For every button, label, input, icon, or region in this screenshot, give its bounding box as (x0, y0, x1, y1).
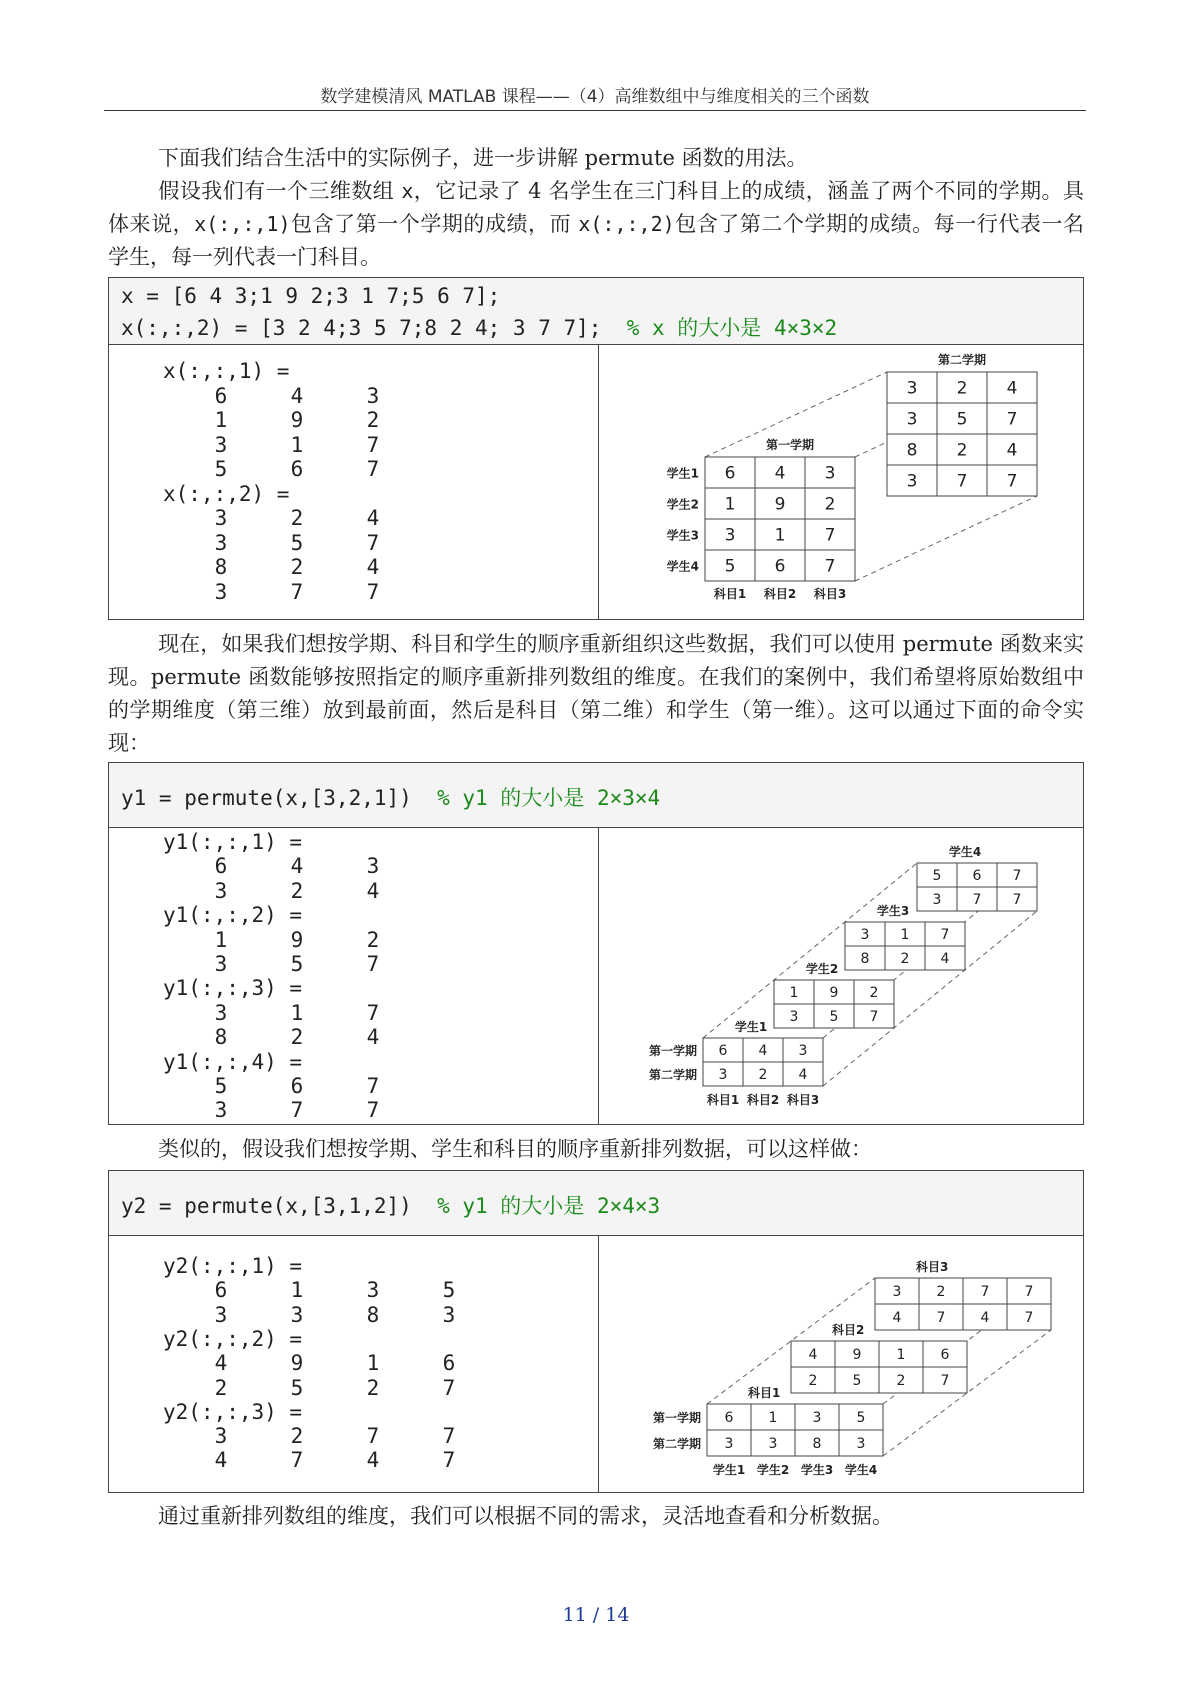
subject-grid-value: 3 (724, 1436, 734, 1453)
subject-grid-value: 5 (856, 1410, 866, 1427)
para2-a: 假设我们有一个三维数组 (158, 179, 402, 203)
semester1-grid-value: 3 (724, 525, 736, 546)
row-label: 学生3 (666, 528, 699, 543)
student-grid-value: 4 (758, 1043, 768, 1060)
subject-grid-value: 7 (980, 1284, 990, 1301)
x-out-cell: 2 (290, 506, 304, 530)
permute-explanation (108, 628, 1084, 760)
y1-out-cell: 4 (366, 1025, 380, 1050)
subject-title: 科目1 (748, 1386, 781, 1400)
x-out-cell: 7 (366, 457, 380, 481)
semester2-grid-value: 3 (906, 378, 918, 399)
y1-out-cell: 6 (290, 1074, 304, 1098)
subject-grid-value: 7 (1024, 1284, 1034, 1301)
student-grid-value: 2 (758, 1067, 768, 1084)
col-label: 科目1 (713, 587, 747, 601)
semester1-grid-value: 5 (724, 556, 736, 577)
x-out-cell: 7 (366, 530, 380, 555)
para2-f: x(:,:,2) (578, 212, 675, 236)
student-grid-value: 3 (798, 1043, 808, 1060)
y2-out-cell: 1 (366, 1351, 380, 1376)
semester2-grid-value: 8 (906, 440, 918, 461)
semester2-grid-value: 7 (1006, 409, 1018, 430)
student-grid-value: 3 (718, 1067, 728, 1084)
para2-c: ，它记录了 4 名学生在三门科目上的成绩，涵盖了两个不同的学期。具体来说， (108, 179, 1084, 236)
x-out-cell: 7 (366, 432, 380, 457)
header-rule (104, 110, 1086, 111)
col-label: 学生2 (756, 1463, 790, 1477)
semester1-grid-value: 3 (824, 463, 836, 484)
subject-title: 科目3 (916, 1260, 949, 1274)
para3-text: 现在，如果我们想按学期、科目和学生的顺序重新组织这些数据，我们可以使用 permute 函数来实现。permute 函数能够按照指定的顺序重新排列数组的维度。在我们的案例中，我们希望将原始数组中的学期维度（第三维）放到最前面，然后是科目（第二维）和学生（第一维）。这可以通过下面的命令实现： (108, 632, 1084, 755)
x-out-cell: 3 (214, 506, 228, 530)
y1-out-cell: 7 (366, 1098, 380, 1123)
student-title: 学生4 (948, 845, 982, 859)
para5-text: 通过重新排列数组的维度，我们可以根据不同的需求，灵活地查看和分析数据。 (158, 1504, 893, 1528)
x-out-cell: 3 (366, 383, 380, 408)
code3-line1: y2 = permute(x,[3,1,2]) (121, 1194, 412, 1218)
student-grid-value: 9 (829, 985, 839, 1002)
student-grid-value: 3 (860, 927, 870, 944)
y1-out-label: y1(:,:,2) = (163, 903, 303, 928)
subject-grid-value: 8 (812, 1436, 822, 1453)
subject-grid-value: 3 (892, 1284, 902, 1301)
y1-out-cell: 7 (366, 1000, 380, 1025)
x-out-cell: 2 (290, 555, 304, 579)
running-header: 数学建模清风 MATLAB 课程——（4）高维数组中与维度相关的三个函数 (320, 87, 870, 107)
para2-b: x (401, 179, 414, 203)
semester1-grid-value: 6 (774, 556, 786, 577)
subject-grid-value: 3 (812, 1410, 822, 1427)
y2-out-cell: 7 (290, 1448, 304, 1473)
col-label: 学生1 (712, 1463, 746, 1477)
x-out-cell: 7 (290, 579, 304, 604)
student-grid-value: 3 (789, 1009, 799, 1026)
output-2 (109, 828, 598, 1124)
x-out-label: x(:,:,1) = (163, 359, 290, 383)
y2-out-cell: 7 (366, 1424, 380, 1449)
semester2-grid-value: 3 (906, 409, 918, 430)
x-out-cell: 4 (290, 383, 304, 408)
col-label: 科目3 (786, 1093, 820, 1107)
student-title: 学生3 (876, 904, 910, 918)
col-label: 科目2 (746, 1093, 780, 1107)
student-grid-value: 8 (860, 951, 870, 968)
semester2-title: 第二学期 (937, 353, 987, 367)
student-title: 学生1 (734, 1020, 768, 1034)
student-grid-value: 1 (789, 985, 799, 1002)
intro-paragraph (108, 142, 1084, 175)
subject-grid-value: 1 (768, 1410, 778, 1427)
y1-out-cell: 2 (290, 1025, 304, 1050)
y1-out-cell: 3 (214, 878, 228, 903)
student-grid-value: 2 (900, 951, 910, 968)
x-out-label: x(:,:,2) = (163, 481, 290, 506)
x-out-cell: 8 (214, 555, 228, 579)
y1-out-cell: 2 (366, 927, 380, 952)
semester2-grid-value: 2 (956, 440, 968, 461)
y1-out-cell: 4 (366, 878, 380, 903)
col-label: 学生3 (800, 1463, 834, 1477)
x-out-cell: 6 (290, 457, 304, 481)
para1-text: 下面我们结合生活中的实际例子，进一步讲解 permute 函数的用法。 (158, 146, 808, 170)
y2-out-label: y2(:,:,2) = (163, 1326, 303, 1351)
y1-out-cell: 5 (214, 1074, 228, 1098)
y2-out-cell: 7 (442, 1424, 456, 1449)
student-grid-value: 6 (972, 868, 982, 885)
code2-line1: y1 = permute(x,[3,2,1]) (121, 786, 412, 810)
x-out-cell: 4 (366, 555, 380, 579)
para2-g: 包含了第二个学期的成绩。每一行代表一名学生，每一列代表一门科目。 (108, 212, 1084, 269)
para2-d: x(:,:,1) (194, 212, 291, 236)
subject-title: 科目2 (832, 1323, 865, 1337)
semester1-grid-value: 1 (724, 494, 736, 515)
semester1-grid-value: 6 (724, 463, 736, 484)
y1-out-cell: 3 (214, 952, 228, 976)
row-label: 第二学期 (652, 1437, 701, 1451)
semester2-grid-value: 4 (1006, 440, 1018, 461)
x-out-cell: 5 (290, 530, 304, 555)
conclusion-paragraph (108, 1500, 1084, 1533)
subject-grid-value: 4 (980, 1310, 990, 1327)
y2-out-cell: 3 (214, 1424, 228, 1449)
y1-out-label: y1(:,:,4) = (163, 1049, 303, 1074)
row-label: 学生2 (666, 497, 699, 512)
y2-out-cell: 5 (442, 1278, 456, 1303)
subject-grid-value: 9 (852, 1347, 862, 1364)
figure-1 (599, 345, 1083, 619)
code1-line2: x(:,:,2) = [3 2 4;3 5 7;8 2 4; 3 7 7]; (121, 316, 602, 340)
col-label: 科目2 (763, 587, 797, 601)
y1-out-cell: 3 (214, 1098, 228, 1123)
semester1-grid-value: 7 (824, 525, 836, 546)
y2-out-cell: 7 (442, 1448, 456, 1473)
student-grid-value: 7 (940, 927, 950, 944)
semester2-grid-value: 4 (1006, 378, 1018, 399)
y2-out-cell: 3 (366, 1278, 380, 1303)
x-out-cell: 6 (214, 383, 228, 408)
subject-grid-value: 2 (936, 1284, 946, 1301)
subject-grid-value: 3 (856, 1436, 866, 1453)
row-label: 第二学期 (648, 1068, 697, 1082)
output-1 (109, 345, 598, 619)
x-out-cell: 2 (366, 408, 380, 432)
y2-out-cell: 8 (366, 1302, 380, 1327)
y2-out-cell: 3 (442, 1302, 456, 1327)
row-label: 第一学期 (648, 1044, 697, 1058)
y1-out-cell: 7 (290, 1098, 304, 1123)
semester2-grid-value: 7 (1006, 471, 1018, 492)
y1-out-cell: 3 (366, 854, 380, 879)
student-title: 学生2 (805, 962, 839, 976)
y1-out-cell: 1 (290, 1000, 304, 1025)
y2-out-label: y2(:,:,1) = (163, 1254, 303, 1278)
y2-out-cell: 4 (214, 1448, 228, 1473)
semester2-grid-value: 3 (906, 471, 918, 492)
output-3 (109, 1236, 598, 1492)
y2-out-cell: 6 (214, 1278, 228, 1303)
y2-out-label: y2(:,:,3) = (163, 1399, 303, 1424)
student-grid-value: 7 (972, 892, 982, 909)
x-out-cell: 4 (366, 506, 380, 530)
page-number: 11 / 14 (562, 1604, 630, 1626)
figure-2 (599, 828, 1083, 1124)
y2-out-cell: 2 (290, 1424, 304, 1449)
y2-out-cell: 9 (290, 1351, 304, 1376)
y2-out-cell: 1 (290, 1278, 304, 1303)
x-out-cell: 1 (290, 432, 304, 457)
y1-out-cell: 2 (290, 878, 304, 903)
x-out-cell: 7 (366, 579, 380, 604)
student-grid-value: 6 (718, 1043, 728, 1060)
description-paragraph (108, 175, 1084, 274)
y1-out-cell: 3 (214, 1000, 228, 1025)
subject-grid-value: 6 (940, 1347, 950, 1364)
semester1-title: 第一学期 (765, 438, 815, 452)
output-panel-1 (108, 344, 1084, 620)
student-grid-value: 5 (829, 1009, 839, 1026)
x-out-cell: 3 (214, 579, 228, 604)
y2-out-cell: 5 (290, 1375, 304, 1400)
y1-out-label: y1(:,:,3) = (163, 976, 303, 1001)
subject-grid-value: 7 (940, 1373, 950, 1390)
x-out-cell: 9 (290, 408, 304, 432)
y2-out-cell: 2 (214, 1375, 228, 1400)
subject-grid-value: 2 (896, 1373, 906, 1390)
row-label: 学生4 (666, 559, 699, 574)
code3-comment: % y1 的大小是 2×4×3 (437, 1194, 661, 1218)
para4-text: 类似的，假设我们想按学期、学生和科目的顺序重新排列数据，可以这样做： (158, 1137, 872, 1161)
semester2-grid-value: 5 (956, 409, 968, 430)
x-out-cell: 3 (214, 432, 228, 457)
row-label: 第一学期 (652, 1411, 701, 1425)
student-grid-value: 1 (900, 927, 910, 944)
code-block-1 (108, 277, 1084, 345)
col-label: 科目1 (706, 1093, 740, 1107)
y1-out-cell: 5 (290, 952, 304, 976)
semester1-grid-value: 1 (774, 525, 786, 546)
student-grid-value: 2 (869, 985, 879, 1002)
student-grid-value: 5 (932, 868, 942, 885)
subject-grid-value: 7 (936, 1310, 946, 1327)
code-block-3 (108, 1170, 1084, 1236)
second-example-intro (108, 1133, 1084, 1166)
code2-comment: % y1 的大小是 2×3×4 (437, 786, 661, 810)
student-grid-value: 7 (1012, 868, 1022, 885)
code-block-2 (108, 762, 1084, 828)
semester2-grid-value: 2 (956, 378, 968, 399)
col-label: 学生4 (844, 1463, 878, 1477)
y1-out-cell: 7 (366, 1074, 380, 1098)
row-label: 学生1 (666, 466, 699, 481)
y1-out-cell: 1 (214, 927, 228, 952)
subject-grid-value: 5 (852, 1373, 862, 1390)
semester1-grid-value: 2 (824, 494, 836, 515)
y1-out-cell: 9 (290, 927, 304, 952)
y2-out-cell: 4 (214, 1351, 228, 1376)
semester1-grid-value: 9 (774, 494, 786, 515)
subject-grid-value: 2 (808, 1373, 818, 1390)
semester1-grid-value: 4 (774, 463, 786, 484)
output-panel-2 (108, 827, 1084, 1125)
subject-grid-value: 6 (724, 1410, 734, 1427)
y2-out-cell: 2 (366, 1375, 380, 1400)
para2-e: 包含了第一个学期的成绩，而 (290, 212, 579, 236)
x-out-cell: 3 (214, 530, 228, 555)
student-grid-value: 7 (869, 1009, 879, 1026)
output-panel-3 (108, 1235, 1084, 1493)
y1-out-cell: 8 (214, 1025, 228, 1050)
y1-out-cell: 4 (290, 854, 304, 879)
subject-grid-value: 3 (768, 1436, 778, 1453)
y1-out-cell: 7 (366, 952, 380, 976)
subject-grid-value: 1 (896, 1347, 906, 1364)
figure-3 (599, 1236, 1083, 1492)
y1-out-cell: 6 (214, 854, 228, 879)
col-label: 科目3 (813, 587, 847, 601)
semester2-grid-value: 7 (956, 471, 968, 492)
y2-out-cell: 3 (214, 1302, 228, 1327)
x-out-cell: 5 (214, 457, 228, 481)
student-grid-value: 4 (940, 951, 950, 968)
semester1-grid-value: 7 (824, 556, 836, 577)
subject-grid-value: 4 (808, 1347, 818, 1364)
code1-comment: % x 的大小是 4×3×2 (626, 316, 838, 340)
subject-grid-value: 4 (892, 1310, 902, 1327)
student-grid-value: 3 (932, 892, 942, 909)
depth-dashed-line (855, 496, 1037, 581)
y2-out-cell: 6 (442, 1351, 456, 1376)
student-grid-value: 4 (798, 1067, 808, 1084)
y2-out-cell: 7 (442, 1375, 456, 1400)
x-out-cell: 1 (214, 408, 228, 432)
student-grid-value: 7 (1012, 892, 1022, 909)
y2-out-cell: 3 (290, 1302, 304, 1327)
code1-line1: x = [6 4 3;1 9 2;3 1 7;5 6 7]; (121, 284, 501, 308)
y2-out-cell: 4 (366, 1448, 380, 1473)
y1-out-label: y1(:,:,1) = (163, 830, 303, 854)
subject-grid-value: 7 (1024, 1310, 1034, 1327)
